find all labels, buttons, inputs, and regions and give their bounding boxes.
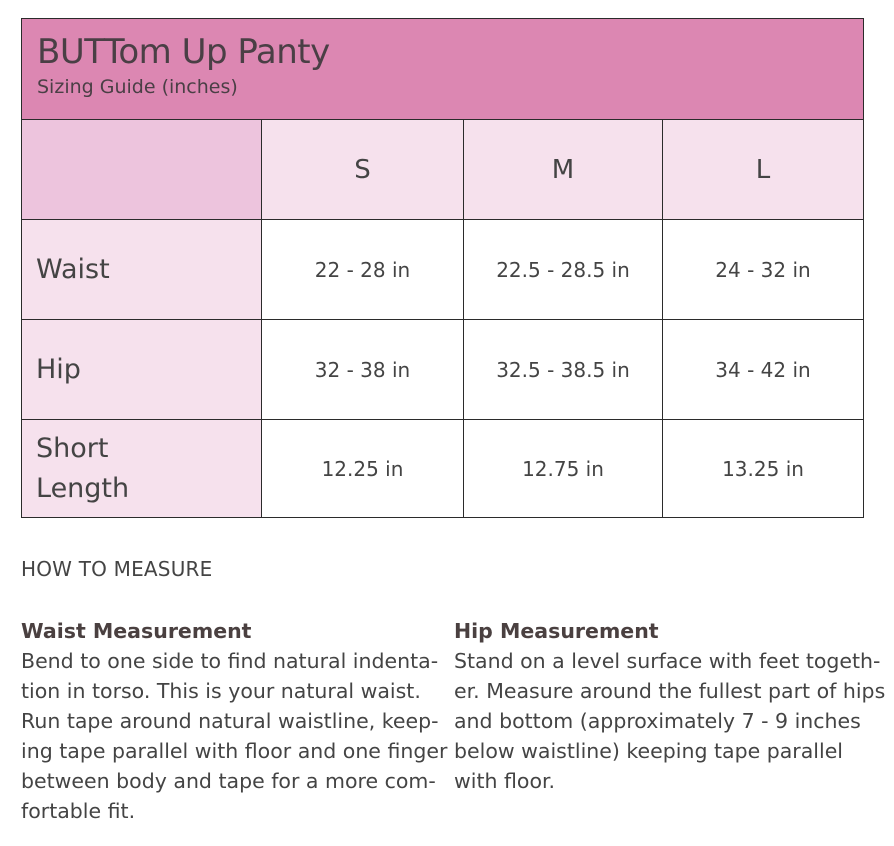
waist-s-value: 22 - 28 in	[262, 220, 464, 320]
waist-instruction-line: Run tape around natural waistline, keep-	[21, 709, 439, 733]
hip-instruction-line: Stand on a level surface with feet togeth-	[454, 649, 881, 673]
waist-m-value: 22.5 - 28.5 in	[464, 220, 663, 320]
hip-l-value: 34 - 42 in	[663, 320, 864, 420]
hip-instruction-line: with floor.	[454, 769, 556, 793]
hip-instruction-line: er. Measure around the fullest part of hips	[454, 679, 886, 703]
table-row-waist	[22, 220, 864, 320]
waist-instruction-line: Bend to one side to find natural indenta-	[21, 649, 439, 673]
hip-measurement-title: Hip Measurement	[454, 619, 659, 643]
hip-measurement-section	[454, 616, 890, 796]
waist-measurement-section	[21, 616, 451, 826]
how-to-measure-heading: HOW TO MEASURE	[21, 557, 213, 581]
waist-instruction-line: fortable fit.	[21, 799, 136, 823]
waist-instruction-line: between body and tape for a more com-	[21, 769, 436, 793]
hip-s-value: 32 - 38 in	[262, 320, 464, 420]
size-header-m: M	[464, 120, 663, 220]
waist-measurement-title: Waist Measurement	[21, 619, 252, 643]
title-cell	[22, 19, 864, 120]
waist-instruction-line: tion in torso. This is your natural waist.	[21, 679, 421, 703]
table-row-short-length	[22, 420, 864, 518]
hip-instruction-line: and bottom (approximately 7 - 9 inches	[454, 709, 861, 733]
waist-l-value: 24 - 32 in	[663, 220, 864, 320]
size-header-s: S	[262, 120, 464, 220]
row-label-line: Length	[36, 472, 130, 504]
row-label-short-length	[22, 420, 262, 518]
corner-cell	[22, 120, 262, 220]
hip-m-value: 32.5 - 38.5 in	[464, 320, 663, 420]
title-row	[22, 19, 864, 120]
row-label-line: Short	[36, 432, 109, 464]
product-title: BUTTom Up Panty	[37, 32, 330, 72]
size-header-row	[22, 120, 864, 220]
size-header-l: L	[663, 120, 864, 220]
waist-instruction-line: ing tape parallel with floor and one finger	[21, 739, 448, 763]
short-length-s-value: 12.25 in	[262, 420, 464, 518]
row-label-hip: Hip	[22, 320, 262, 420]
table-row-hip	[22, 320, 864, 420]
sizing-table	[21, 18, 864, 518]
hip-instruction-line: below waistline) keeping tape parallel	[454, 739, 843, 763]
sizing-guide-subtitle: Sizing Guide (inches)	[37, 76, 238, 98]
short-length-l-value: 13.25 in	[663, 420, 864, 518]
row-label-waist: Waist	[22, 220, 262, 320]
short-length-m-value: 12.75 in	[464, 420, 663, 518]
